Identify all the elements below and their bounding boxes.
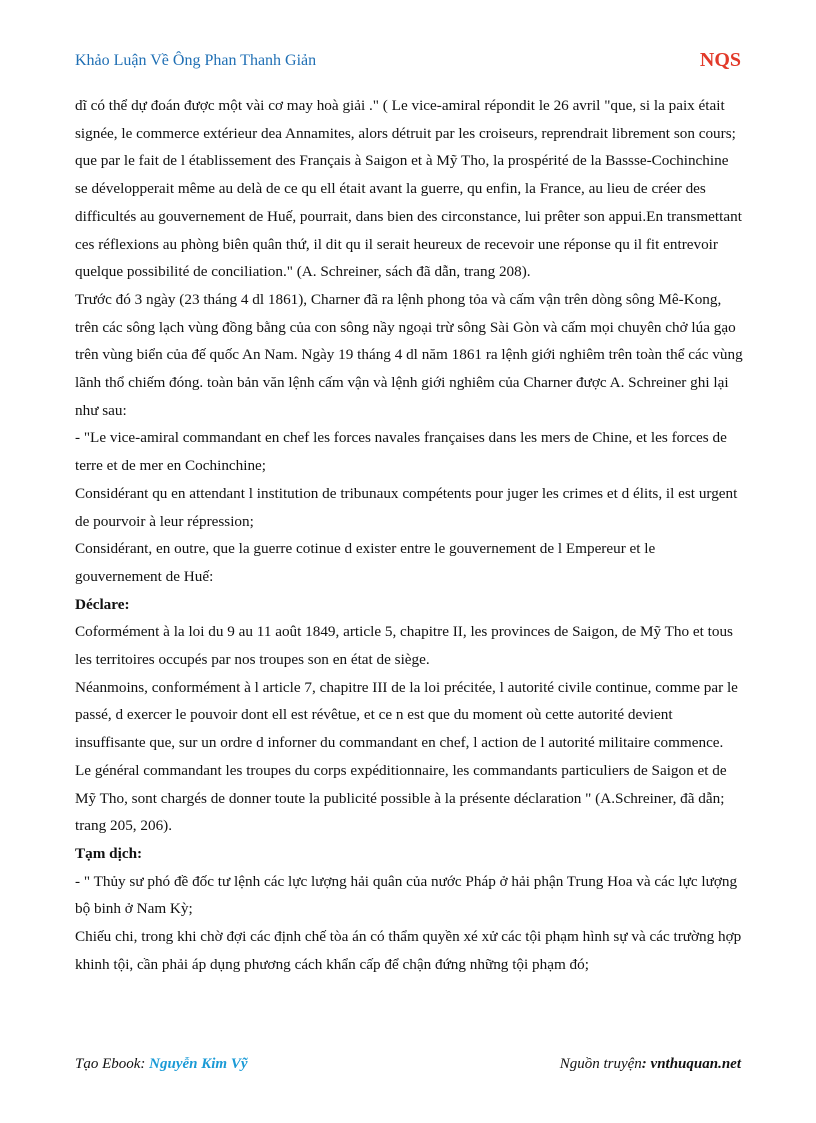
section-heading: Déclare: <box>75 595 130 613</box>
footer-source-site: vnthuquan.net <box>650 1056 741 1072</box>
section-heading: Tạm dịch: <box>75 844 143 862</box>
footer-credit <box>75 1056 248 1073</box>
footer-credit-sep: : <box>140 1056 150 1072</box>
paragraph: Considérant, en outre, que la guerre cotinue d exister entre le gouvernement de l Empereur et le gouvernement de Huế: <box>75 540 656 585</box>
paragraph: Le général commandant les troupes du corps expéditionnaire, les commandants particuliers de Saigon et de Mỹ Tho, sont chargés de donner toute la publicité possible à la présente déclaration " (A.Schreiner, đã dẫn; trang 205, 206). <box>75 761 727 835</box>
footer-credit-name: Nguyễn Kim Vỹ <box>149 1056 248 1072</box>
paragraph: Considérant qu en attendant l institution de tribunaux compétents pour juger les crimes et d élits, il est urgent de pourvoir à leur répression; <box>75 484 738 530</box>
footer-source <box>560 1056 741 1073</box>
footer-credit-label: Tạo Ebook <box>75 1056 141 1072</box>
paragraph: Coformément à la loi du 9 au 11 août 1849, article 5, chapitre II, les provinces de Saigon, de Mỹ Tho et tous les territoires occupés par nos troupes son en état de siège. <box>75 623 733 669</box>
paragraph: Trước đó 3 ngày (23 tháng 4 dl 1861), Charner đã ra lệnh phong tỏa và cấm vận trên dòng sông Mê-Kong, trên các sông lạch vùng đồng bằng của con sông nầy ngoại trừ sông Sài Gòn và cấm mọi chuyên chở lúa gạo trên vùng biển của đế quốc An Nam. Ngày 19 tháng 4 dl năm 1861 ra lệnh giới nghiêm trên toàn thể các vùng lãnh thổ chiếm đóng. toàn bản văn lệnh cấm vận và lệnh giới nghiêm của Charner được A. Schreiner ghi lại như sau: <box>75 290 743 419</box>
footer-source-sep: : <box>641 1056 651 1072</box>
paragraph: - "Le vice-amiral commandant en chef les forces navales françaises dans les mers de Chine, et les forces de terre et de mer en Cochinchine; <box>75 429 727 475</box>
paragraph: - " Thủy sư phó đề đốc tư lệnh các lực lượng hải quân của nước Pháp ở hải phận Trung Hoa và các lực lượng bộ binh ở Nam Kỳ; <box>75 872 738 918</box>
paragraph: Néanmoins, conformément à l article 7, chapitre III de la loi précitée, l autorité civile continue, comme par le passé, d exercer le pouvoir dont ell est révêtue, et ce n est que du moment où cette autorité devient insuffisante que, sur un ordre d inforner du commandant en chef, l action de l autorité militaire commence. <box>75 678 738 752</box>
paragraph: Chiếu chi, trong khi chờ đợi các định chế tòa án có thẩm quyền xé xử các tội phạm hình sự và các trường hợp khinh tội, cần phải áp dụng phương cách khẩn cấp để chận đứng những tội phạm đó; <box>75 928 742 973</box>
header-title: Khảo Luận Về Ông Phan Thanh Giản <box>75 52 317 69</box>
paragraph: dĩ có thể dự đoán được một vài cơ may hoà giải ." ( Le vice-amiral répondit le 26 avril "que, si la paix était signée, le commerce extérieur dea Annamites, alors détruit par les croiseurs, reprendrait librement son cours; que par le fait de l établissement des Français à Saigon et à Mỹ Tho, la prospérité de la Bassse-Cochinchine se développerait même au delà de ce qu ell était avant la guerre, qu enfin, la France, au lieu de créer des difficultés au gouvernement de Huế, pourrait, dans bien des circonstance, lui prêter son appui.En transmettant ces réflexions au phòng biên quân thứ, il dit qu il serait heureux de recevoir une réponse qu il fit entrevoir quelque possibilité de conciliation." (A. Schreiner, sách đã dẫn, trang 208). <box>75 97 742 281</box>
document-body <box>75 92 743 979</box>
footer-source-label: Nguồn truyện <box>559 1056 642 1072</box>
header-mark: NQS <box>699 49 741 71</box>
